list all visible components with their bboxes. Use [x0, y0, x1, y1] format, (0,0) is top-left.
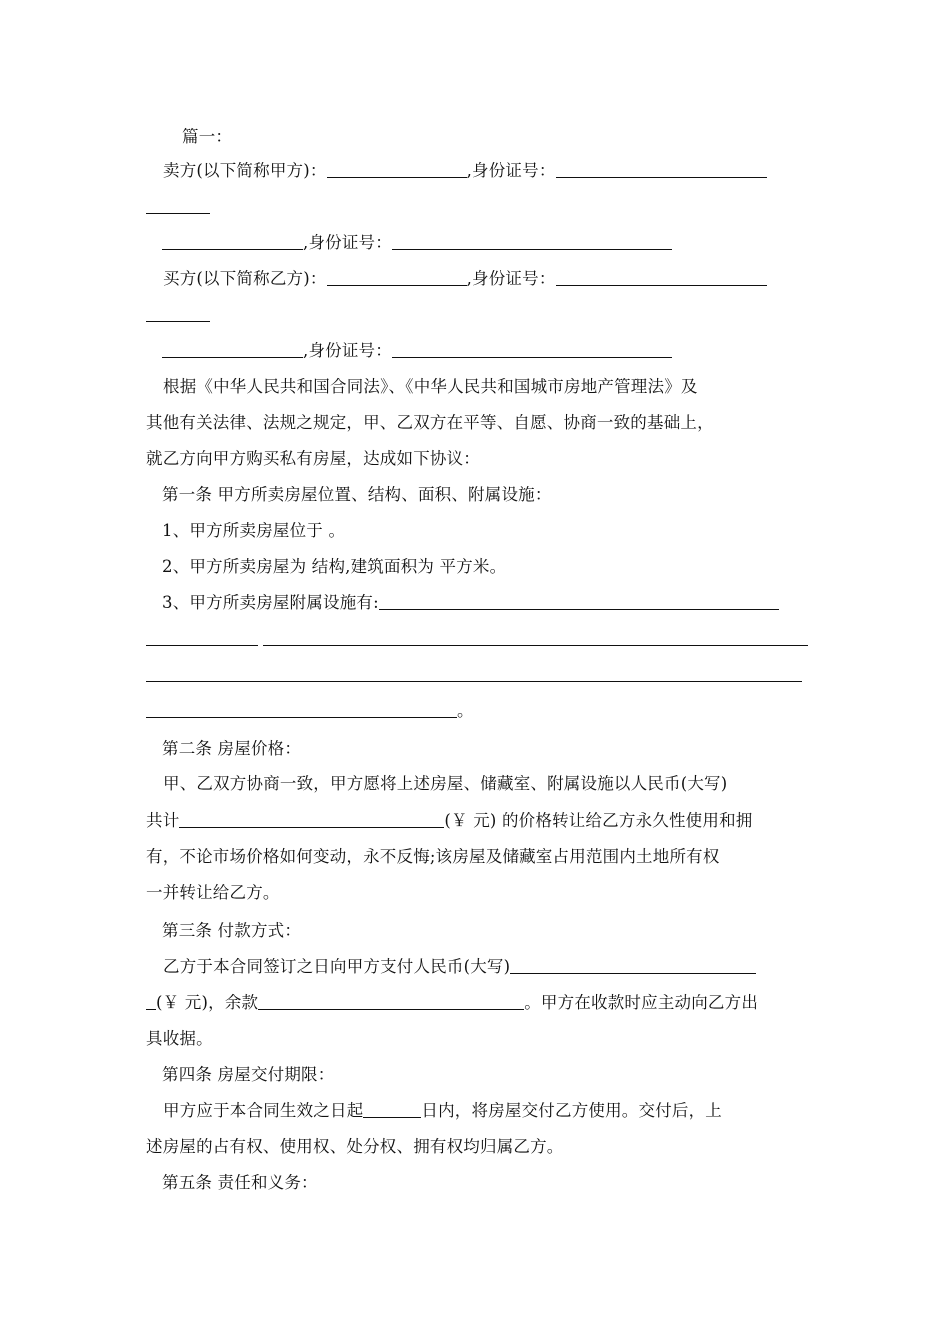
total-label: 共计: [146, 811, 180, 830]
buyer-line: [163, 268, 767, 290]
payment-label: 乙方于本合同签订之日向甲方支付人民币(大写): [163, 957, 511, 976]
buyer-line-cont: [146, 304, 210, 326]
buyer-name-blank: [327, 268, 467, 286]
facilities-label: 3、甲方所卖房屋附属设施有:: [162, 593, 379, 612]
total-price-blank: [179, 810, 444, 828]
seller-line-2: [162, 232, 672, 254]
article-1-item-3: [162, 592, 779, 614]
seller-line: [163, 160, 767, 182]
buyer-name-blank-2: [162, 340, 303, 358]
article-1-item-1: 1、甲方所卖房屋位于 。: [162, 521, 346, 540]
buyer-line-2: [162, 340, 672, 362]
article-3-title: 第三条 付款方式：: [162, 921, 302, 940]
article-4-title: 第四条 房屋交付期限：: [162, 1065, 335, 1084]
seller-id-blank-cont: [146, 196, 210, 214]
price-text: (￥ 元) 的价格转让给乙方永久性使用和拥: [444, 811, 753, 830]
article-2-line-4: 一并转让给乙方。: [146, 883, 280, 902]
article-4-line-2: 述房屋的占有权、使用权、处分权、拥有权均归属乙方。: [146, 1137, 564, 1156]
article-2-line-1: 甲、乙双方协商一致，甲方愿将上述房屋、储藏室、附属设施以人民币(大写): [163, 774, 728, 793]
delivery-text: 日内，将房屋交付乙方使用。交付后，上: [421, 1101, 723, 1120]
delivery-label: 甲方应于本合同生效之日起: [163, 1101, 364, 1120]
article-2-title: 第二条 房屋价格：: [162, 739, 302, 758]
payment-amount-blank-cont: [146, 992, 156, 1010]
buyer-id-blank-2: [392, 340, 672, 358]
intro-line-2: 其他有关法律、法规之规定，甲、乙双方在平等、自愿、协商一致的基础上，: [146, 413, 714, 432]
balance-label: (￥ 元)，余款: [156, 993, 259, 1012]
article-3-line-3: 具收据。: [146, 1029, 213, 1048]
facilities-period: 。: [457, 701, 474, 720]
seller-label: 卖方(以下简称甲方)：: [163, 161, 327, 180]
seller-name-blank-2: [162, 232, 303, 250]
receipt-text: 。甲方在收款时应主动向乙方出: [524, 993, 759, 1012]
facilities-blank-2a: [146, 628, 258, 646]
buyer-id-blank-cont: [146, 304, 210, 322]
facilities-blank-3: [146, 664, 802, 682]
section-heading: 篇一：: [182, 127, 233, 146]
facilities-blank-4: [146, 700, 457, 718]
facilities-line-4: [146, 700, 474, 722]
buyer-id-blank: [556, 268, 767, 286]
intro-line-3: 就乙方向甲方购买私有房屋，达成如下协议：: [146, 449, 480, 468]
facilities-line-2: [146, 628, 808, 650]
article-1-item-2: 2、甲方所卖房屋为 结构,建筑面积为 平方米。: [162, 557, 507, 576]
seller-id-label: ,身份证号：: [466, 161, 556, 180]
facilities-line-3: [146, 664, 802, 686]
seller-name-blank: [327, 160, 467, 178]
article-3-line-1: [163, 956, 756, 978]
facilities-blank-2b: [263, 628, 808, 646]
seller-line-cont: [146, 196, 210, 218]
payment-amount-blank: [510, 956, 756, 974]
intro-line-1: 根据《中华人民共和国合同法》、《中华人民共和国城市房地产管理法》及: [163, 377, 698, 396]
buyer-id-label-2: ,身份证号：: [303, 341, 392, 360]
article-2-line-3: 有，不论市场价格如何变动，永不反悔;该房屋及储藏室占用范围内土地所有权: [146, 847, 720, 866]
article-2-line-2: [146, 810, 752, 832]
seller-id-blank-2: [392, 232, 672, 250]
buyer-label: 买方(以下简称乙方)：: [163, 269, 327, 288]
article-4-line-1: [163, 1100, 722, 1122]
seller-id-blank: [556, 160, 767, 178]
balance-blank: [258, 992, 524, 1010]
seller-id-label-2: ,身份证号：: [303, 233, 392, 252]
delivery-days-blank: [363, 1100, 421, 1118]
article-3-line-2: [146, 992, 758, 1014]
article-5-title: 第五条 责任和义务：: [162, 1173, 318, 1192]
buyer-id-label: ,身份证号：: [466, 269, 556, 288]
facilities-blank-1: [379, 592, 779, 610]
article-1-title: 第一条 甲方所卖房屋位置、结构、面积、附属设施：: [162, 485, 552, 504]
